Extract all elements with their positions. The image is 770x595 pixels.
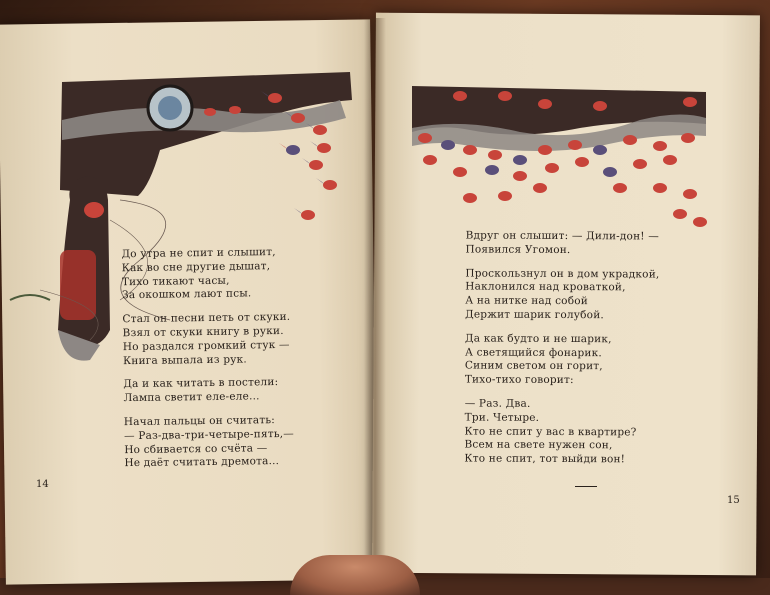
right-poem <box>464 229 659 467</box>
poem-line: А на нитке над собой <box>465 294 588 308</box>
poem-line: Но сбивается со счёта — <box>124 441 268 456</box>
poem-line: А светящийся фонарик. <box>464 346 602 359</box>
left-poem <box>121 246 294 472</box>
poem-line: Да и как читать в постели: <box>123 376 279 391</box>
poem-line: Тихо тикают часы, <box>121 274 230 288</box>
poem-line: Да как будто и не шарик, <box>465 332 612 346</box>
poem-line: Проскользнул он в дом украдкой, <box>465 267 660 281</box>
branch-icon <box>10 295 50 300</box>
poem-line: Но раздался громкий стук — <box>122 338 290 353</box>
poem-line: Книга выпала из рук. <box>122 353 247 367</box>
poem-line: Наклонился над кроваткой, <box>465 280 626 294</box>
poem-line: Кто не спит, тот выйди вон! <box>464 452 626 466</box>
poem-line: Начал пальцы он считать: <box>123 414 276 429</box>
poem-line: Как во сне другие дышат, <box>121 259 271 274</box>
poem-line: Лампа светит еле-еле... <box>123 390 260 405</box>
poem-line: Появился Угомон. <box>465 243 571 256</box>
poem-line: За окошком лают псы. <box>122 287 252 302</box>
poem-line: Держит шарик голубой. <box>465 308 604 322</box>
page-number-right: 15 <box>727 495 740 506</box>
poem-line: — Раз. Два. <box>464 397 531 410</box>
poem-line: До утра не спит и слышит, <box>121 246 276 261</box>
poem-line: Всем на свете нужен сон, <box>464 438 613 452</box>
poem-line: Синим светом он горит, <box>464 359 603 373</box>
poem-line: Не даёт считать дремота... <box>124 455 280 470</box>
poem-line: — Раз-два-три-четыре-пять,— <box>123 427 295 442</box>
poem-line: Взял от скуки книгу в руки. <box>122 324 284 340</box>
page-number-left: 14 <box>36 479 49 490</box>
end-dash <box>575 486 597 487</box>
poem-line: Тихо-тихо говорит: <box>464 373 574 387</box>
poem-line: Стал он песни петь от скуки. <box>122 311 291 326</box>
poem-line: Кто не спит у вас в квартире? <box>464 425 637 438</box>
finger <box>290 555 420 595</box>
poem-line: Вдруг он слышит: — Дили-дон! — <box>465 229 659 243</box>
poem-line: Три. Четыре. <box>464 411 540 424</box>
